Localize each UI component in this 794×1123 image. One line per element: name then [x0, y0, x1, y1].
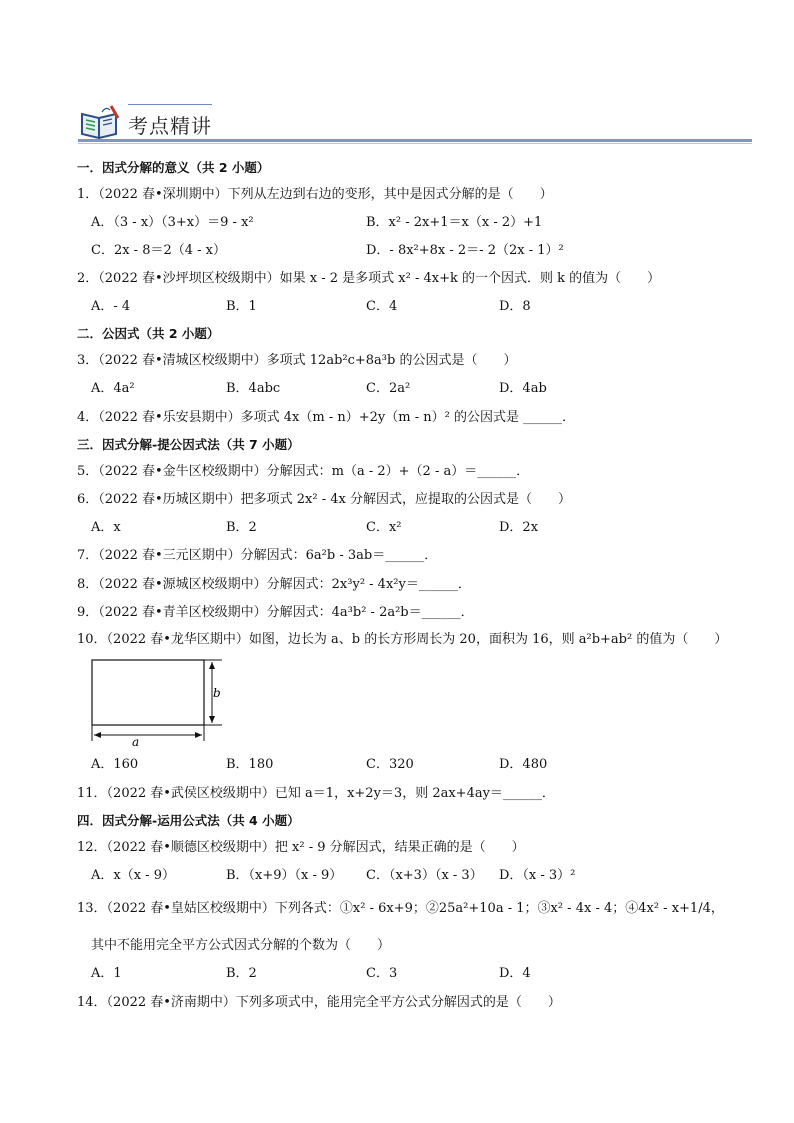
- q1-option-c: C．2x - 8＝2（4 - x）: [91, 243, 227, 258]
- page-title: 考点精讲: [128, 114, 212, 138]
- q13-option-d: D．4: [499, 966, 531, 981]
- q13-option-b: B．2: [226, 966, 257, 981]
- header-rule-thin: [78, 143, 752, 144]
- q6-option-a: A．x: [91, 520, 121, 535]
- question-2: 2．（2022 春•沙坪坝区校级期中）如果 x - 2 是多项式 x² - 4x+k 的一个因式．则 k 的值为（ ）: [77, 271, 661, 286]
- q10-option-b: B．180: [226, 757, 274, 772]
- q1-option-d: D．- 8x²+8x - 2＝- 2（2x - 1）²: [366, 243, 564, 258]
- label-b: b: [213, 686, 221, 700]
- rectangle-shape: [92, 660, 204, 725]
- q2-option-d: D．8: [499, 299, 531, 314]
- q10-option-c: C．320: [366, 757, 414, 772]
- question-4: 4．（2022 春•乐安县期中）多项式 4x（m - n）+2y（m - n）² 的公因式是 ______．: [77, 410, 576, 425]
- header-top-line: [128, 104, 212, 105]
- question-9: 9．（2022 春•青羊区校级期中）分解因式：4a³b² - 2a²b＝______．: [77, 605, 474, 620]
- q3-option-c: C．2a²: [366, 381, 411, 396]
- q10-option-a: A．160: [91, 757, 139, 772]
- question-1: 1．（2022 春•深圳期中）下列从左边到右边的变形，其中是因式分解的是（ ）: [77, 187, 553, 202]
- q12-option-c: C．（x+3）（x - 3）: [366, 868, 483, 883]
- rectangle-figure: [88, 657, 228, 747]
- q10-option-d: D．480: [499, 757, 548, 772]
- q2-option-b: B．1: [226, 299, 257, 314]
- q3-option-d: D．4ab: [499, 381, 547, 396]
- q2-option-a: A．- 4: [91, 299, 131, 314]
- header-rule: [78, 139, 752, 142]
- question-8: 8．（2022 春•源城区校级期中）分解因式：2x³y² - 4x²y＝______．: [77, 577, 471, 592]
- section-heading-2: 二．公因式（共 2 小题）: [77, 326, 220, 341]
- question-14: 14．（2022 春•济南期中）下列多项式中，能用完全平方公式分解因式的是（ ）: [77, 995, 561, 1010]
- question-10: 10．（2022 春•龙华区期中）如图，边长为 a、b 的长方形周长为 20，面积为 16，则 a²b+ab² 的值为（ ）: [77, 632, 728, 647]
- q2-option-c: C．4: [366, 299, 398, 314]
- q1-option-b: B．x² - 2x+1＝x（x - 2）+1: [366, 215, 543, 230]
- q3-option-b: B．4abc: [226, 381, 281, 396]
- question-13-continued: 其中不能用完全平方公式因式分解的个数为（ ）: [91, 938, 391, 953]
- q6-option-d: D．2x: [499, 520, 539, 535]
- q12-option-a: A．x（x - 9）: [91, 868, 175, 883]
- section-heading-3: 三．因式分解-提公因式法（共 7 小题）: [77, 437, 300, 452]
- section-heading-1: 一．因式分解的意义（共 2 小题）: [77, 160, 270, 175]
- q12-option-b: B．（x+9）（x - 9）: [226, 868, 343, 883]
- q13-option-a: A．1: [91, 966, 122, 981]
- question-13: 13．（2022 春•皇姑区校级期中）下列各式：①x² - 6x+9；②25a²+10a - 1；③x² - 4x - 4；④4x² - x+1/4，: [77, 901, 724, 916]
- section-heading-4: 四．因式分解-运用公式法（共 4 小题）: [77, 813, 300, 828]
- q1-option-a: A．（3 - x）（3+x）＝9 - x²: [91, 215, 254, 230]
- label-a: a: [132, 735, 140, 747]
- q6-option-c: C．x²: [366, 520, 402, 535]
- q13-option-c: C．3: [366, 966, 398, 981]
- q12-option-d: D．（x - 3）²: [499, 868, 576, 883]
- question-5: 5．（2022 春•金牛区校级期中）分解因式：m（a - 2）+（2 - a）＝______．: [77, 464, 530, 479]
- question-12: 12．（2022 春•顺德区校级期中）把 x² - 9 分解因式，结果正确的是（ ）: [77, 840, 525, 855]
- question-11: 11．（2022 春•武侯区校级期中）已知 a＝1，x+2y＝3，则 2ax+4ay＝______．: [77, 786, 555, 801]
- open-book-icon: [78, 104, 122, 140]
- question-3: 3．（2022 春•清城区校级期中）多项式 12ab²c+8a³b 的公因式是（ ）: [77, 353, 517, 368]
- q6-option-b: B．2: [226, 520, 257, 535]
- question-6: 6．（2022 春•历城区期中）把多项式 2x² - 4x 分解因式，应提取的公因式是（ ）: [77, 492, 571, 507]
- question-7: 7．（2022 春•三元区期中）分解因式：6a²b - 3ab＝______．: [77, 548, 438, 563]
- q3-option-a: A．4a²: [91, 381, 135, 396]
